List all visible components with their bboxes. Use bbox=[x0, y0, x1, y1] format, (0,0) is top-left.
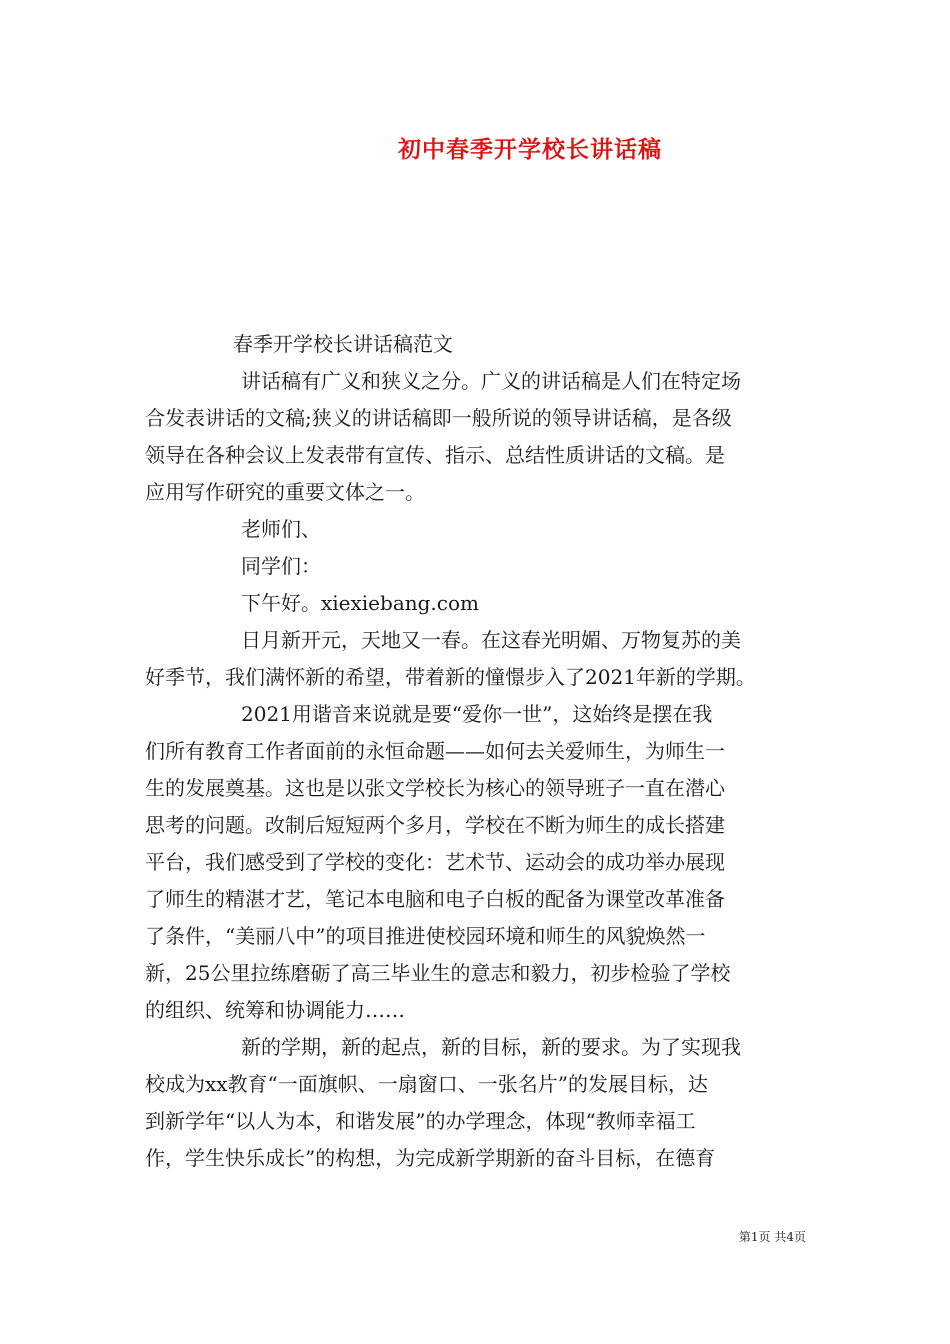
document-subtitle: 春季开学校长讲话稿范文 bbox=[233, 332, 453, 356]
paragraph-line: 生的发展奠基。这也是以张文学校长为核心的领导班子一直在潜心 bbox=[145, 776, 725, 800]
paragraph-line: 作，学生快乐成长”的构想，为完成新学期新的奋斗目标，在德育 bbox=[145, 1146, 716, 1170]
paragraph-line: 新，25公里拉练磨砺了高三毕业生的意志和毅力，初步检验了学校 bbox=[145, 961, 731, 985]
paragraph-line: 老师们、 bbox=[241, 517, 321, 541]
paragraph-line: 平台，我们感受到了学校的变化：艺术节、运动会的成功举办展现 bbox=[145, 850, 725, 874]
document-body bbox=[145, 326, 807, 1177]
paragraph-line: 思考的问题。改制后短短两个多月，学校在不断为师生的成长搭建 bbox=[145, 813, 725, 837]
paragraph-line: 日月新开元，天地又一春。在这春光明媚、万物复苏的美 bbox=[241, 628, 741, 652]
paragraph-line: 了条件，“美丽八中”的项目推进使校园环境和师生的风貌焕然一 bbox=[145, 924, 706, 948]
paragraph-line: 们所有教育工作者面前的永恒命题——如何去关爱师生，为师生一 bbox=[145, 739, 725, 763]
paragraph-line: 讲话稿有广义和狭义之分。广义的讲话稿是人们在特定场 bbox=[241, 369, 741, 393]
paragraph-line: 到新学年“以人为本，和谐发展”的办学理念，体现“教师幸福工 bbox=[145, 1109, 696, 1133]
paragraph-line: 的组织、统筹和协调能力…… bbox=[145, 998, 405, 1022]
paragraph-line: 新的学期，新的起点，新的目标，新的要求。为了实现我 bbox=[241, 1035, 741, 1059]
paragraph-line: 领导在各种会议上发表带有宣传、指示、总结性质讲话的文稿。是 bbox=[145, 443, 725, 467]
paragraph-line: 下午好。xiexiebang.com bbox=[241, 591, 479, 615]
page-title: 初中春季开学校长讲话稿 bbox=[398, 136, 662, 163]
paragraph-line: 同学们： bbox=[241, 554, 321, 578]
paragraph-line: 校成为xx教育“一面旗帜、一扇窗口、一张名片”的发展目标，达 bbox=[145, 1072, 709, 1096]
paragraph-line: 了师生的精湛才艺，笔记本电脑和电子白板的配备为课堂改革准备 bbox=[145, 887, 725, 911]
page-footer: 第1页 共4页 bbox=[738, 1230, 806, 1244]
paragraph-line: 应用写作研究的重要文体之一。 bbox=[145, 480, 425, 504]
paragraph-line: 2021用谐音来说就是要“爱你一世”，这始终是摆在我 bbox=[241, 702, 713, 726]
paragraph-line: 合发表讲话的文稿;狭义的讲话稿即一般所说的领导讲话稿，是各级 bbox=[145, 406, 732, 430]
paragraph-line: 好季节，我们满怀新的希望，带着新的憧憬步入了2021年新的学期。 bbox=[145, 665, 756, 689]
